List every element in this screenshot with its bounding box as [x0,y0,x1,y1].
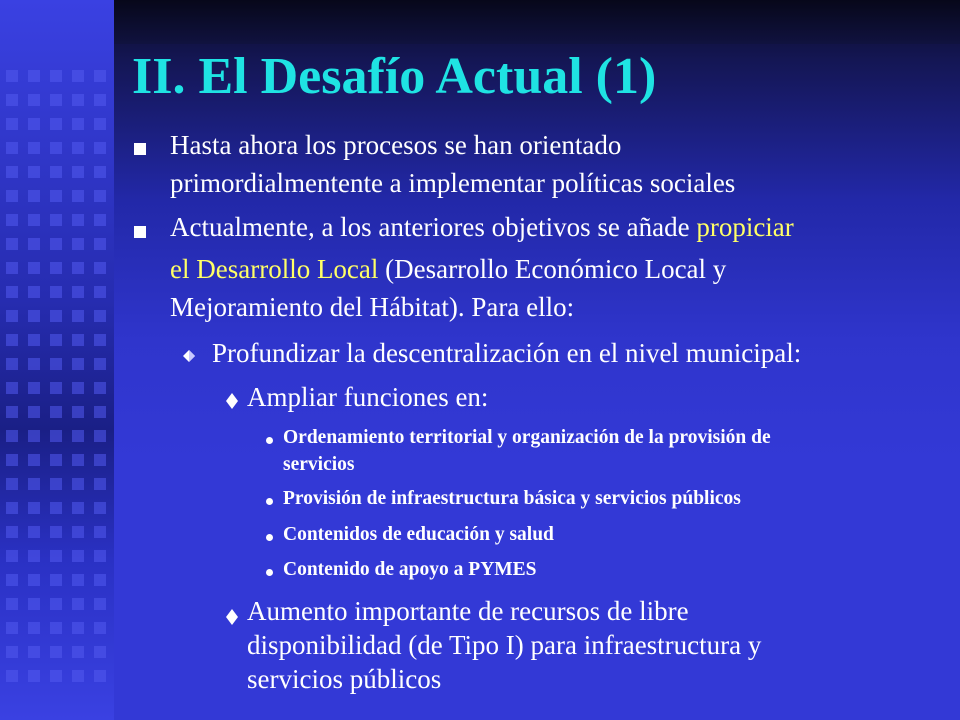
decorative-square [94,262,106,274]
decorative-square [94,574,106,586]
bullet-2-line-1 [170,212,794,243]
decorative-square [94,190,106,202]
decorative-square [6,574,18,586]
decorative-square [6,670,18,682]
decorative-square [50,142,62,154]
decorative-square [6,118,18,130]
decorative-square [28,526,40,538]
decorative-square [50,478,62,490]
decorative-square [50,118,62,130]
decorative-square [72,166,84,178]
decorative-square [72,646,84,658]
square-bullet-icon [134,143,146,155]
decorative-square [72,358,84,370]
decorative-square [28,166,40,178]
decorative-square [72,550,84,562]
dot-4-line-1: Contenido de apoyo a PYMES [283,559,537,580]
decorative-square [50,94,62,106]
sub-bullet-line: Profundizar la descentralización en el nivel municipal: [212,338,802,368]
decorative-square [94,214,106,226]
decorative-square [72,262,84,274]
decorative-square [28,430,40,442]
decorative-square [50,454,62,466]
decorative-square [50,502,62,514]
decorative-square [94,94,106,106]
decorative-square [94,670,106,682]
dot-3-line-1: Contenidos de educación y salud [283,524,554,545]
decorative-square [6,286,18,298]
decorative-square [6,166,18,178]
decorative-square [28,574,40,586]
decorative-square [50,70,62,82]
slide-title: II. El Desafío Actual (1) [132,48,657,105]
decorative-square [50,238,62,250]
decorative-square [94,70,106,82]
decorative-square [28,310,40,322]
dot-2-line-1: Provisión de infraestructura básica y servicios públicos [283,488,741,509]
decorative-square [28,214,40,226]
decorative-square [50,310,62,322]
decorative-square [50,166,62,178]
decorative-square [72,382,84,394]
decorative-square [6,430,18,442]
decorative-square [28,142,40,154]
decorative-square [50,286,62,298]
decorative-square [28,406,40,418]
decorative-square [72,526,84,538]
decorative-square [94,166,106,178]
decorative-square [50,334,62,346]
decorative-square [94,454,106,466]
decorative-square [6,598,18,610]
decorative-square [94,406,106,418]
decorative-square [72,574,84,586]
decorative-square [6,646,18,658]
bullet-2-line-3: Mejoramiento del Hábitat). Para ello: [170,292,575,322]
decorative-square [72,142,84,154]
diamond-2-line-3: servicios públicos [247,664,442,694]
decorative-square [94,646,106,658]
decorative-square [72,406,84,418]
decorative-square [28,358,40,370]
decorative-square [28,286,40,298]
decorative-square [6,94,18,106]
decorative-square [50,550,62,562]
decorative-square [50,358,62,370]
diamond-bullet-icon [226,393,238,409]
decorative-square [50,622,62,634]
decorative-square [6,382,18,394]
decorative-square [94,550,106,562]
decorative-square [94,526,106,538]
dot-bullet-icon [266,498,273,505]
left-square-pattern [0,0,114,720]
decorative-square [28,550,40,562]
decorative-square [28,190,40,202]
decorative-square [6,262,18,274]
decorative-square [50,382,62,394]
bullet-2-text: (Desarrollo Económico Local y [378,254,727,284]
decorative-square [50,598,62,610]
dot-bullet-icon [266,437,273,444]
decorative-square [28,454,40,466]
decorative-square [72,118,84,130]
decorative-square [94,358,106,370]
decorative-square [94,502,106,514]
decorative-square [50,262,62,274]
decorative-square [28,382,40,394]
decorative-square [50,430,62,442]
decorative-square [72,598,84,610]
decorative-square [6,214,18,226]
decorative-square [28,70,40,82]
decorative-square [6,190,18,202]
decorative-square [28,94,40,106]
decorative-square [50,574,62,586]
decorative-square [94,382,106,394]
decorative-square [6,358,18,370]
decorative-square [28,334,40,346]
decorative-square [28,646,40,658]
decorative-square [72,310,84,322]
decorative-square [6,334,18,346]
decorative-square [6,310,18,322]
square-bullet-icon [134,226,146,238]
decorative-square [94,598,106,610]
decorative-square [6,478,18,490]
decorative-square [72,334,84,346]
diamond-2-line-2: disponibilidad (de Tipo I) para infraestructura y [247,630,762,660]
decorative-square [28,502,40,514]
decorative-square [50,670,62,682]
decorative-square [94,238,106,250]
bullet-2-highlight: propiciar [696,212,794,242]
decorative-square [72,238,84,250]
decorative-square [6,526,18,538]
decorative-square [28,670,40,682]
decorative-square [72,190,84,202]
decorative-square [72,286,84,298]
decorative-square [72,94,84,106]
decorative-square [50,190,62,202]
decorative-square [6,142,18,154]
decorative-square [28,478,40,490]
dot-bullet-icon [266,569,273,576]
decorative-square [28,598,40,610]
decorative-square [94,118,106,130]
decorative-square [6,454,18,466]
top-dark-strip [114,0,960,44]
triangle-bullet-icon [182,349,196,363]
decorative-square [6,70,18,82]
decorative-square [94,142,106,154]
diamond-2-line-1: Aumento importante de recursos de libre [247,596,689,626]
bullet-2-line-2 [170,254,726,285]
decorative-square [50,526,62,538]
bullet-2-text: Actualmente, a los anteriores objetivos se añade [170,212,697,242]
decorative-square [6,238,18,250]
decorative-square [72,430,84,442]
decorative-square [94,310,106,322]
decorative-square [72,214,84,226]
decorative-square [94,334,106,346]
decorative-square [50,406,62,418]
decorative-square [72,478,84,490]
dot-1-line-1: Ordenamiento territorial y organización de la provisión de [283,427,771,448]
decorative-square [6,550,18,562]
bullet-1-line-1: Hasta ahora los procesos se han orientado [170,130,622,160]
decorative-square [72,70,84,82]
decorative-square [6,502,18,514]
diamond-bullet-icon [226,609,238,625]
bullet-1-line-2: primordialmentente a implementar políticas sociales [170,168,736,198]
decorative-square [28,262,40,274]
decorative-square [28,622,40,634]
decorative-square [72,454,84,466]
bullet-2-highlight: el Desarrollo Local [170,254,379,284]
decorative-square [6,406,18,418]
dot-1-line-2: servicios [283,454,355,475]
decorative-square [94,478,106,490]
decorative-square [28,118,40,130]
decorative-square [28,238,40,250]
decorative-square [94,286,106,298]
dot-bullet-icon [266,534,273,541]
decorative-square [94,622,106,634]
decorative-square [6,622,18,634]
decorative-square [72,622,84,634]
diamond-1-line-1: Ampliar funciones en: [247,382,489,412]
decorative-square [72,502,84,514]
decorative-square [50,646,62,658]
decorative-square [72,670,84,682]
decorative-square [50,214,62,226]
decorative-square [94,430,106,442]
